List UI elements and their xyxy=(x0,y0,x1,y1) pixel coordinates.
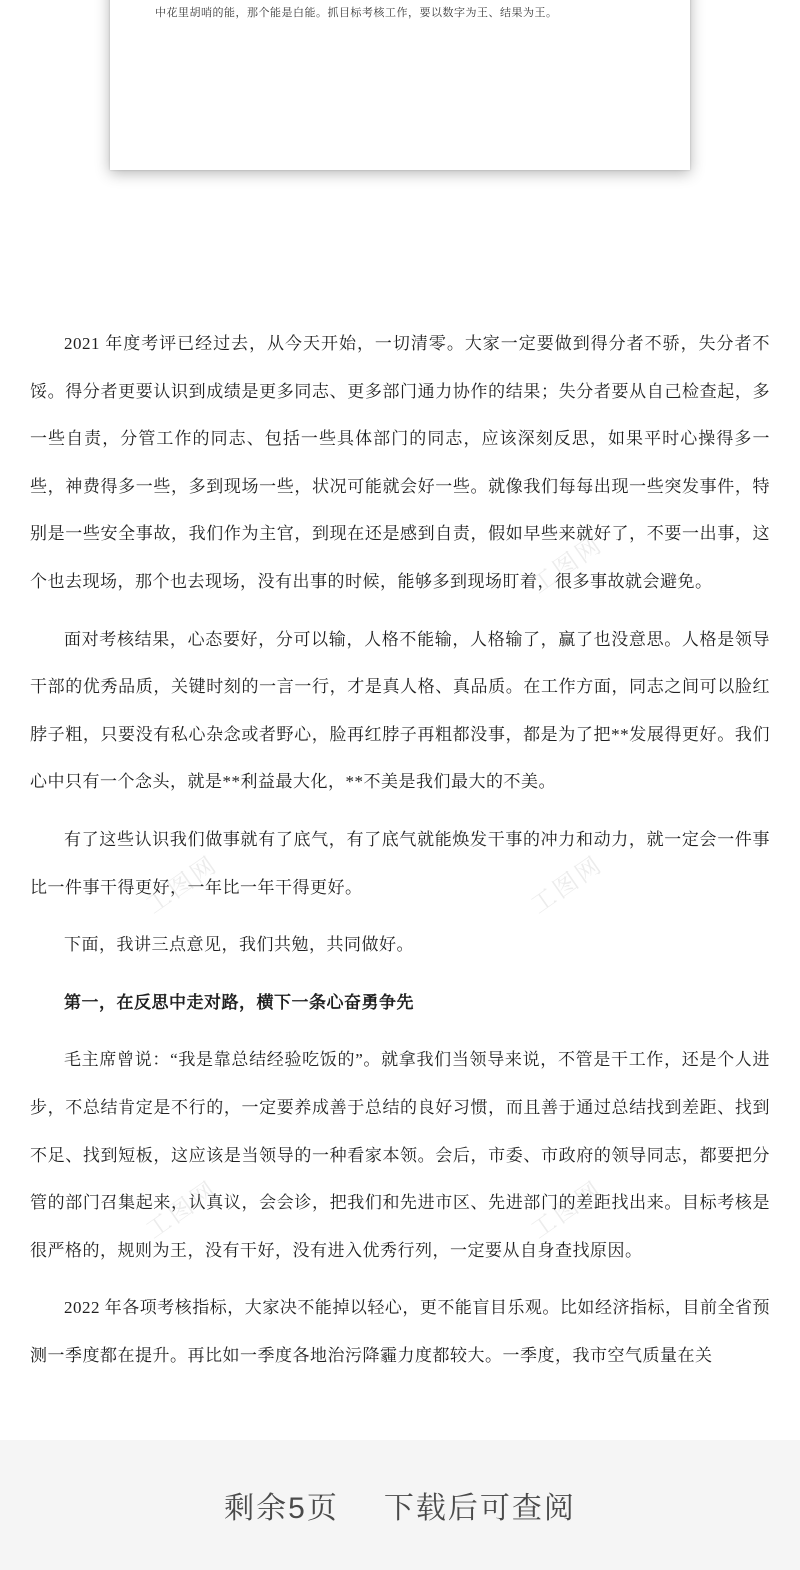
paragraph: 下面，我讲三点意见，我们共勉，共同做好。 xyxy=(64,935,414,955)
remaining-pages-label: 剩余5页 xyxy=(224,1492,339,1525)
paragraph: 毛主席曾说：“我是靠总结经验吃饭的”。就拿我们当领导来说，不管是干工作，还是个人进步，不总结肯定是不行的，一定要养成善于总结的良好习惯，而且善于通过总结找到差距、找到不足、找到短板，这应该是当领导的一种看家本领。会后，市委、市政府的领导同志，都要把分管的部门召集起来，认真议，会会诊，把我们和先进市区、先进部门的差距找出来。目标考核是很严格的，规则为王，没有干好，没有进入优秀行列，一定要从自身查找原因。 xyxy=(30,1050,770,1260)
paragraph: 面对考核结果，心态要好，分可以输，人格不能输，人格输了，赢了也没意思。人格是领导干部的优秀品质，关键时刻的一言一行，才是真人格、真品质。在工作方面，同志之间可以脸红脖子粗，只要没有私心杂念或者野心，脸再红脖子再粗都没事，都是为了把**发展得更好。我们心中只有一个念头，就是**利益最大化，**不美是我们最大的不美。 xyxy=(30,629,770,792)
paragraph: 2022 年各项考核指标，大家决不能掉以轻心，更不能盲目乐观。比如经济指标，目前全省预测一季度都在提升。再比如一季度各地治污降霾力度都较大。一季度，我市空气质量在关 xyxy=(30,1298,770,1365)
previous-page-last-line: 中花里胡哨的能，那个能是白能。抓目标考核工作，要以数字为王、结果为王。 xyxy=(155,7,558,19)
site-watermark: 工图网 xyxy=(141,1175,224,1245)
download-to-view-hint[interactable]: 下载后可查阅 xyxy=(383,1492,576,1525)
site-watermark: 工图网 xyxy=(526,1175,609,1245)
footer-bar xyxy=(0,1440,800,1570)
paragraph: 有了这些认识我们做事就有了底气，有了底气就能焕发干事的冲力和动力，就一定会一件事比一件事干得更好，一年比一年干得更好。 xyxy=(30,829,770,897)
site-watermark: 工图网 xyxy=(141,850,224,920)
paragraph: 2021 年度考评已经过去，从今天开始，一切清零。大家一定要做到得分者不骄，失分者不馁。得分者更要认识到成绩是更多同志、更多部门通力协作的结果；失分者要从自己检查起，多一些自责，分管工作的同志、包括一些具体部门的同志，应该深刻反思，如果平时心操得多一些，神费得多一些，多到现场一些，状况可能就会好一些。就像我们每每出现一些突发事件，特别是一些安全事故，我们作为主官，到现在还是感到自责，假如早些来就好了，不要一出事，这个也去现场，那个也去现场，没有出事的时候，能够多到现场盯着，很多事故就会避免。 xyxy=(30,334,770,591)
site-watermark: 工图网 xyxy=(526,850,609,920)
site-watermark: 工图网 xyxy=(526,530,609,600)
section-heading: 第一，在反思中走对路，横下一条心奋勇争先 xyxy=(64,992,414,1012)
document-body xyxy=(0,170,800,1440)
previous-page-card xyxy=(110,0,690,170)
